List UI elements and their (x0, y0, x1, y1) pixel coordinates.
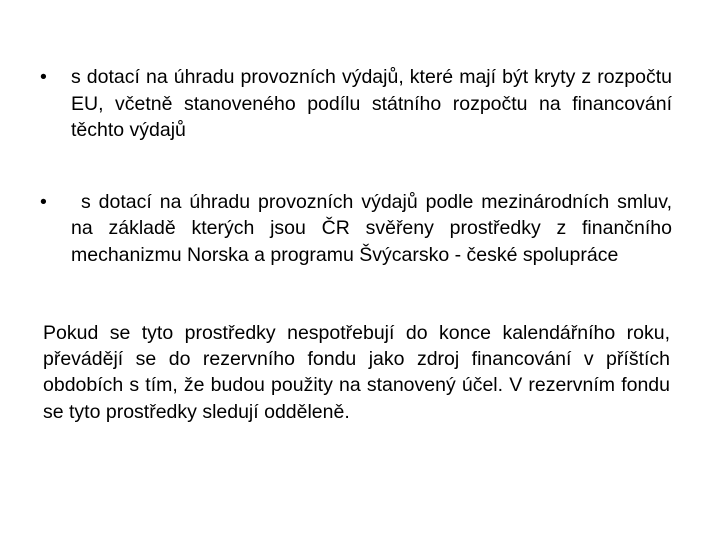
bullet-marker: • (40, 66, 47, 88)
bullet-item-operating-costs-eu (40, 64, 672, 144)
bullet-text: s dotací na úhradu provozních výdajů, které mají být kryty z rozpočtu EU, včetně stanoveného podílu státního rozpočtu na financování těchto výdajů (71, 66, 672, 141)
bullet-text (71, 189, 672, 269)
bullet-marker: • (40, 190, 47, 213)
bullet-item-international-treaties (40, 189, 672, 269)
bullet-text-content: s dotací na úhradu provozních výdajů podle mezinárodních smluv, na základě kterých jsou ČR svěřeny prostředky z finančního mechanizmu Norska a programu Švýcarsko - české spolupráce (71, 190, 672, 266)
reserve-fund-paragraph: Pokud se tyto prostředky nespotřebují do konce kalendářního roku, převádějí se do rezervního fondu jako zdroj financování v příštích obdobích s tím, že budou použity na stanovený účel. V rezervním fondu se tyto prostředky sledují odděleně. (43, 322, 670, 423)
bullet-list (40, 64, 672, 268)
